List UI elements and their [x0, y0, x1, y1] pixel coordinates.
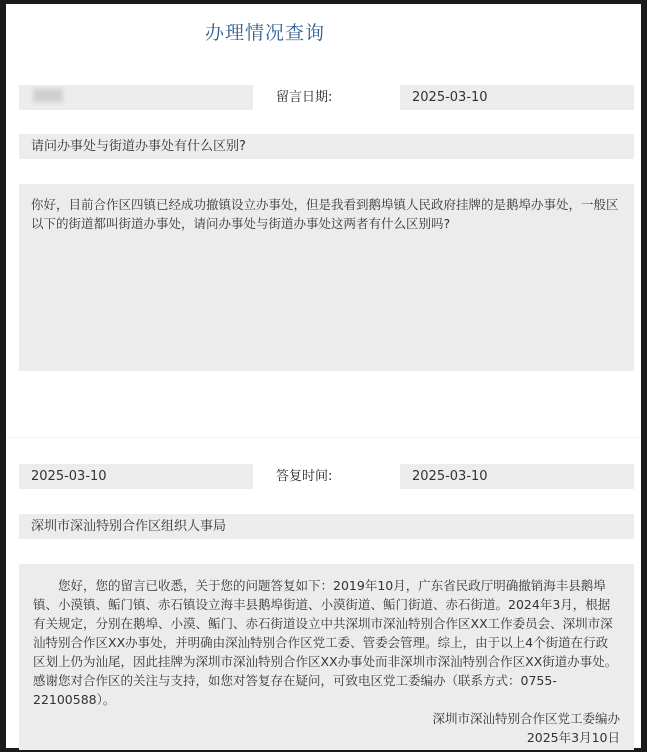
window-frame-right: [641, 0, 647, 752]
message-date-field: 2025-03-10: [400, 85, 634, 110]
reply-department: 深圳市深汕特别合作区组织人事局: [19, 514, 634, 539]
message-content-text: 你好，目前合作区四镇已经成功撤镇设立办事处，但是我看到鹅埠镇人民政府挂牌的是鹅埠办事处，一般区以下的街道都叫街道办事处，请问办事处与街道办事处这两者有什么区别吗?: [31, 197, 619, 231]
section-divider: [6, 437, 641, 438]
reply-left-date-field: 2025-03-10: [19, 464, 253, 489]
reply-signature-org: 深圳市深汕特别合作区党工委编办: [432, 711, 620, 726]
message-content-area: [19, 184, 634, 371]
reply-signature-date: 2025年3月10日: [526, 730, 620, 745]
page-title: 办理情况查询: [204, 22, 325, 44]
message-subject: 请问办事处与街道办事处有什么区别?: [19, 134, 634, 159]
reply-time-label: 答复时间:: [276, 469, 333, 484]
redacted-name: [33, 89, 63, 102]
reply-content-area: [19, 564, 634, 750]
window-frame-left: [0, 0, 6, 752]
window-frame-top: [0, 0, 647, 4]
reply-time-field: 2025-03-10: [400, 464, 634, 489]
reply-body-text: 您好，您的留言已收悉，关于您的问题答复如下：2019年10月，广东省民政厅明确撤销海丰县鹅埠镇、小漠镇、鲘门镇、赤石镇设立海丰县鹅埠街道、小漠街道、鲘门街道、赤石街道。2024年3月，根据有关规定，分别在鹅埠、小漠、鲘门、赤石街道设立中共深圳市深汕特别合作区XX工作委员会、深圳市深汕特别合作区XX办事处，并明确由深汕特别合作区党工委、管委会管理。综上，由于以上4个街道在行政区划上仍为汕尾，因此挂牌为深圳市深汕特别合作区XX办事处而非深圳市深汕特别合作区XX街道办事处。感谢您对合作区的关注与支持，如您对答复存在疑问，可致电区党工委编办（联系方式：0755-22100588）。: [33, 578, 618, 707]
message-date-label: 留言日期:: [276, 90, 333, 105]
